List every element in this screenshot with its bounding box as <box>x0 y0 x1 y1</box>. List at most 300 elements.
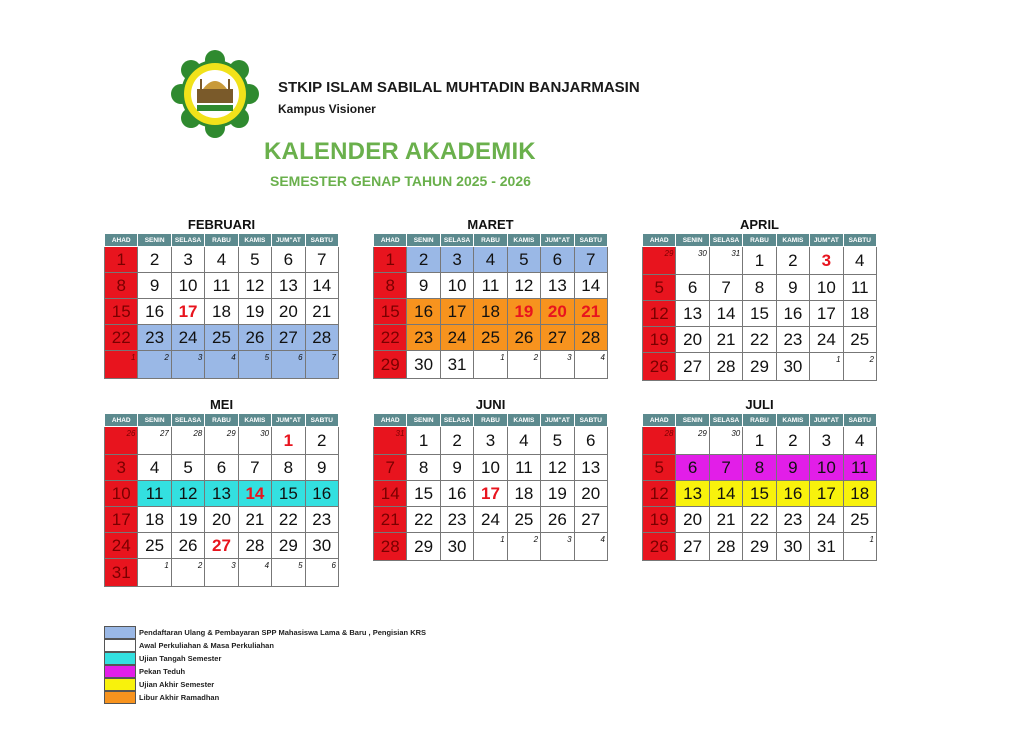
day-cell: 20 <box>541 299 574 325</box>
weekday-header: SENIN <box>407 414 440 427</box>
legend-swatch <box>104 626 136 639</box>
day-cell: 11 <box>138 481 171 507</box>
day-cell: 26 <box>238 325 271 351</box>
day-cell: 20 <box>676 507 709 533</box>
day-cell: 11 <box>843 455 876 481</box>
day-cell: 1 <box>743 427 776 455</box>
sunday-cell: 5 <box>643 455 676 481</box>
legend-label: Pekan Teduh <box>139 667 186 676</box>
day-cell: 4 <box>843 427 876 455</box>
week-row <box>105 273 339 299</box>
sunday-cell: 26 <box>643 533 676 561</box>
sunday-cell: 1 <box>105 351 138 379</box>
day-cell: 2 <box>776 427 809 455</box>
sunday-cell: 28 <box>643 427 676 455</box>
day-cell: 19 <box>507 299 540 325</box>
week-row <box>643 481 877 507</box>
day-cell: 3 <box>810 427 843 455</box>
weekday-header: SABTU <box>843 234 876 247</box>
week-row <box>105 481 339 507</box>
legend-label: Pendaftaran Ulang & Pembayaran SPP Mahasiswa Lama & Baru , Pengisian KRS <box>139 628 427 637</box>
day-cell: 13 <box>676 301 709 327</box>
day-cell: 7 <box>709 455 742 481</box>
week-row <box>643 353 877 381</box>
week-row <box>374 507 608 533</box>
day-cell: 23 <box>440 507 473 533</box>
day-cell: 24 <box>810 327 843 353</box>
weekday-header: SENIN <box>138 414 171 427</box>
day-cell: 27 <box>138 427 171 455</box>
institution-logo <box>167 49 263 139</box>
day-cell: 23 <box>776 327 809 353</box>
day-cell: 21 <box>709 507 742 533</box>
day-cell: 15 <box>407 481 440 507</box>
week-row <box>374 455 608 481</box>
legend-swatch <box>104 639 136 652</box>
day-cell: 14 <box>305 273 338 299</box>
day-cell: 7 <box>305 351 338 379</box>
day-cell: 30 <box>776 533 809 561</box>
day-cell: 29 <box>743 353 776 381</box>
sunday-cell: 19 <box>643 507 676 533</box>
weekday-header: RABU <box>474 414 507 427</box>
day-cell: 1 <box>474 533 507 561</box>
week-row <box>643 327 877 353</box>
weekday-header: SENIN <box>676 414 709 427</box>
month-calendar-juli <box>642 397 877 561</box>
day-cell: 6 <box>676 275 709 301</box>
legend-label: Ujian Akhir Semester <box>139 680 215 689</box>
week-row <box>374 427 608 455</box>
day-cell: 8 <box>272 455 305 481</box>
day-cell: 3 <box>541 351 574 379</box>
week-row <box>643 533 877 561</box>
weekday-header-row <box>643 234 877 247</box>
sunday-cell: 26 <box>105 427 138 455</box>
week-row <box>374 247 608 273</box>
month-title: JULI <box>745 397 774 412</box>
weekday-header: SELASA <box>440 234 473 247</box>
day-cell: 5 <box>171 455 204 481</box>
day-cell: 2 <box>440 427 473 455</box>
weekday-header: AHAD <box>374 234 407 247</box>
day-cell: 6 <box>272 247 305 273</box>
sunday-cell: 31 <box>374 427 407 455</box>
week-row <box>374 299 608 325</box>
weekday-header: SABTU <box>305 414 338 427</box>
day-cell: 1 <box>272 427 305 455</box>
day-cell: 28 <box>709 533 742 561</box>
day-cell: 5 <box>507 247 540 273</box>
sunday-cell: 12 <box>643 301 676 327</box>
week-row <box>105 427 339 455</box>
legend-label: Ujian Tangah Semester <box>139 654 222 663</box>
day-cell: 26 <box>507 325 540 351</box>
day-cell: 29 <box>676 427 709 455</box>
day-cell: 30 <box>709 427 742 455</box>
week-row <box>374 533 608 561</box>
day-cell: 14 <box>709 301 742 327</box>
calendar-grid <box>642 413 877 561</box>
week-row <box>374 351 608 379</box>
day-cell: 20 <box>574 481 607 507</box>
page-subtitle: SEMESTER GENAP TAHUN 2025 - 2026 <box>270 173 531 189</box>
weekday-header: AHAD <box>105 234 138 247</box>
weekday-header: JUM"AT <box>541 234 574 247</box>
day-cell: 29 <box>407 533 440 561</box>
sunday-cell: 1 <box>374 247 407 273</box>
day-cell: 2 <box>138 351 171 379</box>
day-cell: 2 <box>507 533 540 561</box>
day-cell: 27 <box>205 533 238 559</box>
sunday-cell: 19 <box>643 327 676 353</box>
day-cell: 30 <box>238 427 271 455</box>
day-cell: 30 <box>305 533 338 559</box>
day-cell: 25 <box>138 533 171 559</box>
day-cell: 6 <box>305 559 338 587</box>
day-cell: 16 <box>776 301 809 327</box>
day-cell: 28 <box>305 325 338 351</box>
day-cell: 24 <box>171 325 204 351</box>
day-cell: 13 <box>272 273 305 299</box>
day-cell: 1 <box>810 353 843 381</box>
month-title: MARET <box>467 217 514 232</box>
week-row <box>105 247 339 273</box>
sunday-cell: 22 <box>105 325 138 351</box>
page-title: KALENDER AKADEMIK <box>264 138 536 165</box>
day-cell: 11 <box>205 273 238 299</box>
month-title: MEI <box>209 397 234 412</box>
weekday-header: SABTU <box>305 234 338 247</box>
day-cell: 8 <box>743 275 776 301</box>
sunday-cell: 22 <box>374 325 407 351</box>
sunday-cell: 8 <box>374 273 407 299</box>
weekday-header: SELASA <box>709 234 742 247</box>
day-cell: 2 <box>843 353 876 381</box>
sunday-cell: 29 <box>643 247 676 275</box>
weekday-header: SELASA <box>171 234 204 247</box>
day-cell: 16 <box>407 299 440 325</box>
day-cell: 20 <box>205 507 238 533</box>
day-cell: 11 <box>843 275 876 301</box>
month-title: APRIL <box>740 217 779 232</box>
weekday-header: KAMIS <box>238 414 271 427</box>
weekday-header: SABTU <box>574 414 607 427</box>
day-cell: 19 <box>238 299 271 325</box>
week-row <box>374 481 608 507</box>
sunday-cell: 26 <box>643 353 676 381</box>
day-cell: 27 <box>272 325 305 351</box>
day-cell: 27 <box>676 353 709 381</box>
sunday-cell: 17 <box>105 507 138 533</box>
weekday-header: JUM"AT <box>810 234 843 247</box>
weekday-header: KAMIS <box>507 414 540 427</box>
day-cell: 10 <box>474 455 507 481</box>
day-cell: 18 <box>843 481 876 507</box>
legend-item <box>104 678 426 691</box>
legend-item <box>104 626 426 639</box>
day-cell: 30 <box>440 533 473 561</box>
day-cell: 26 <box>541 507 574 533</box>
sunday-cell: 31 <box>105 559 138 587</box>
weekday-header: SELASA <box>440 414 473 427</box>
weekday-header: RABU <box>743 234 776 247</box>
day-cell: 9 <box>776 455 809 481</box>
month-title: JUNI <box>475 397 506 412</box>
day-cell: 17 <box>474 481 507 507</box>
day-cell: 12 <box>541 455 574 481</box>
day-cell: 1 <box>407 427 440 455</box>
weekday-header: JUM"AT <box>810 414 843 427</box>
weekday-header: JUM"AT <box>541 414 574 427</box>
institution-name: STKIP ISLAM SABILAL MUHTADIN BANJARMASIN <box>278 79 640 96</box>
day-cell: 9 <box>440 455 473 481</box>
sunday-cell: 21 <box>374 507 407 533</box>
month-title: FEBRUARI <box>187 217 256 232</box>
calendar-grid <box>104 413 339 587</box>
day-cell: 4 <box>205 247 238 273</box>
day-cell: 27 <box>541 325 574 351</box>
weekday-header: AHAD <box>643 234 676 247</box>
weekday-header: SENIN <box>407 234 440 247</box>
weekday-header: SABTU <box>574 234 607 247</box>
day-cell: 1 <box>474 351 507 379</box>
day-cell: 5 <box>272 559 305 587</box>
day-cell: 15 <box>743 301 776 327</box>
day-cell: 6 <box>676 455 709 481</box>
day-cell: 14 <box>574 273 607 299</box>
week-row <box>643 247 877 275</box>
day-cell: 4 <box>238 559 271 587</box>
day-cell: 2 <box>138 247 171 273</box>
day-cell: 23 <box>305 507 338 533</box>
day-cell: 7 <box>305 247 338 273</box>
day-cell: 10 <box>440 273 473 299</box>
day-cell: 16 <box>138 299 171 325</box>
month-calendar-maret <box>373 217 608 379</box>
month-calendar-februari <box>104 217 339 379</box>
weekday-header-row <box>374 234 608 247</box>
day-cell: 8 <box>743 455 776 481</box>
legend-swatch <box>104 691 136 704</box>
day-cell: 17 <box>171 299 204 325</box>
day-cell: 13 <box>574 455 607 481</box>
day-cell: 4 <box>138 455 171 481</box>
day-cell: 24 <box>474 507 507 533</box>
day-cell: 22 <box>743 507 776 533</box>
day-cell: 1 <box>743 247 776 275</box>
day-cell: 23 <box>138 325 171 351</box>
day-cell: 17 <box>810 481 843 507</box>
day-cell: 16 <box>776 481 809 507</box>
week-row <box>105 299 339 325</box>
legend-swatch <box>104 678 136 691</box>
week-row <box>643 507 877 533</box>
day-cell: 5 <box>541 427 574 455</box>
day-cell: 18 <box>138 507 171 533</box>
day-cell: 9 <box>776 275 809 301</box>
day-cell: 4 <box>205 351 238 379</box>
day-cell: 4 <box>574 351 607 379</box>
weekday-header: SENIN <box>138 234 171 247</box>
legend-item <box>104 691 426 704</box>
legend-swatch <box>104 665 136 678</box>
day-cell: 19 <box>171 507 204 533</box>
day-cell: 21 <box>574 299 607 325</box>
legend <box>104 626 426 704</box>
day-cell: 1 <box>843 533 876 561</box>
day-cell: 15 <box>743 481 776 507</box>
day-cell: 29 <box>272 533 305 559</box>
day-cell: 19 <box>541 481 574 507</box>
day-cell: 25 <box>843 507 876 533</box>
weekday-header-row <box>374 414 608 427</box>
sunday-cell: 8 <box>105 273 138 299</box>
sunday-cell: 12 <box>643 481 676 507</box>
week-row <box>105 559 339 587</box>
day-cell: 9 <box>305 455 338 481</box>
day-cell: 13 <box>205 481 238 507</box>
sunday-cell: 24 <box>105 533 138 559</box>
week-row <box>105 533 339 559</box>
day-cell: 2 <box>407 247 440 273</box>
sunday-cell: 7 <box>374 455 407 481</box>
day-cell: 4 <box>574 533 607 561</box>
day-cell: 28 <box>709 353 742 381</box>
day-cell: 24 <box>810 507 843 533</box>
day-cell: 21 <box>709 327 742 353</box>
day-cell: 12 <box>507 273 540 299</box>
day-cell: 16 <box>305 481 338 507</box>
day-cell: 18 <box>507 481 540 507</box>
weekday-header-row <box>105 414 339 427</box>
day-cell: 4 <box>474 247 507 273</box>
day-cell: 2 <box>776 247 809 275</box>
day-cell: 1 <box>138 559 171 587</box>
day-cell: 6 <box>541 247 574 273</box>
sunday-cell: 5 <box>643 275 676 301</box>
weekday-header: RABU <box>205 234 238 247</box>
week-row <box>374 325 608 351</box>
day-cell: 14 <box>709 481 742 507</box>
week-row <box>643 455 877 481</box>
day-cell: 30 <box>407 351 440 379</box>
day-cell: 30 <box>776 353 809 381</box>
week-row <box>105 351 339 379</box>
day-cell: 31 <box>709 247 742 275</box>
day-cell: 25 <box>843 327 876 353</box>
day-cell: 11 <box>474 273 507 299</box>
weekday-header: SENIN <box>676 234 709 247</box>
day-cell: 24 <box>440 325 473 351</box>
day-cell: 5 <box>238 351 271 379</box>
weekday-header: JUM"AT <box>272 414 305 427</box>
sunday-cell: 29 <box>374 351 407 379</box>
day-cell: 29 <box>205 427 238 455</box>
weekday-header: SELASA <box>709 414 742 427</box>
day-cell: 12 <box>171 481 204 507</box>
day-cell: 29 <box>743 533 776 561</box>
weekday-header: RABU <box>743 414 776 427</box>
day-cell: 13 <box>541 273 574 299</box>
weekday-header: AHAD <box>643 414 676 427</box>
day-cell: 17 <box>810 301 843 327</box>
day-cell: 3 <box>474 427 507 455</box>
week-row <box>643 301 877 327</box>
sunday-cell: 3 <box>105 455 138 481</box>
day-cell: 18 <box>205 299 238 325</box>
weekday-header: AHAD <box>105 414 138 427</box>
sunday-cell: 1 <box>105 247 138 273</box>
legend-label: Libur Akhir Ramadhan <box>139 693 220 702</box>
weekday-header-row <box>105 234 339 247</box>
day-cell: 2 <box>507 351 540 379</box>
day-cell: 18 <box>843 301 876 327</box>
day-cell: 25 <box>474 325 507 351</box>
day-cell: 27 <box>676 533 709 561</box>
day-cell: 9 <box>138 273 171 299</box>
day-cell: 3 <box>171 247 204 273</box>
sunday-cell: 10 <box>105 481 138 507</box>
sunday-cell: 28 <box>374 533 407 561</box>
week-row <box>374 273 608 299</box>
day-cell: 25 <box>507 507 540 533</box>
day-cell: 7 <box>709 275 742 301</box>
day-cell: 13 <box>676 481 709 507</box>
day-cell: 15 <box>272 481 305 507</box>
weekday-header: AHAD <box>374 414 407 427</box>
day-cell: 17 <box>440 299 473 325</box>
day-cell: 3 <box>205 559 238 587</box>
day-cell: 7 <box>238 455 271 481</box>
day-cell: 21 <box>305 299 338 325</box>
sunday-cell: 15 <box>105 299 138 325</box>
day-cell: 16 <box>440 481 473 507</box>
day-cell: 28 <box>171 427 204 455</box>
campus-tagline: Kampus Visioner <box>278 102 376 116</box>
day-cell: 23 <box>407 325 440 351</box>
day-cell: 4 <box>507 427 540 455</box>
day-cell: 28 <box>238 533 271 559</box>
day-cell: 22 <box>272 507 305 533</box>
weekday-header: KAMIS <box>238 234 271 247</box>
day-cell: 6 <box>205 455 238 481</box>
day-cell: 31 <box>440 351 473 379</box>
legend-item <box>104 652 426 665</box>
day-cell: 25 <box>205 325 238 351</box>
month-calendar-mei <box>104 397 339 587</box>
weekday-header: RABU <box>205 414 238 427</box>
day-cell: 10 <box>810 455 843 481</box>
day-cell: 30 <box>676 247 709 275</box>
weekday-header: RABU <box>474 234 507 247</box>
day-cell: 11 <box>507 455 540 481</box>
day-cell: 6 <box>574 427 607 455</box>
day-cell: 9 <box>407 273 440 299</box>
day-cell: 3 <box>541 533 574 561</box>
legend-item <box>104 639 426 652</box>
day-cell: 18 <box>474 299 507 325</box>
day-cell: 27 <box>574 507 607 533</box>
week-row <box>105 455 339 481</box>
legend-swatch <box>104 652 136 665</box>
day-cell: 21 <box>238 507 271 533</box>
week-row <box>643 427 877 455</box>
calendar-grid <box>373 233 608 379</box>
day-cell: 28 <box>574 325 607 351</box>
day-cell: 20 <box>272 299 305 325</box>
legend-label: Awal Perkuliahan & Masa Perkuliahan <box>139 641 274 650</box>
